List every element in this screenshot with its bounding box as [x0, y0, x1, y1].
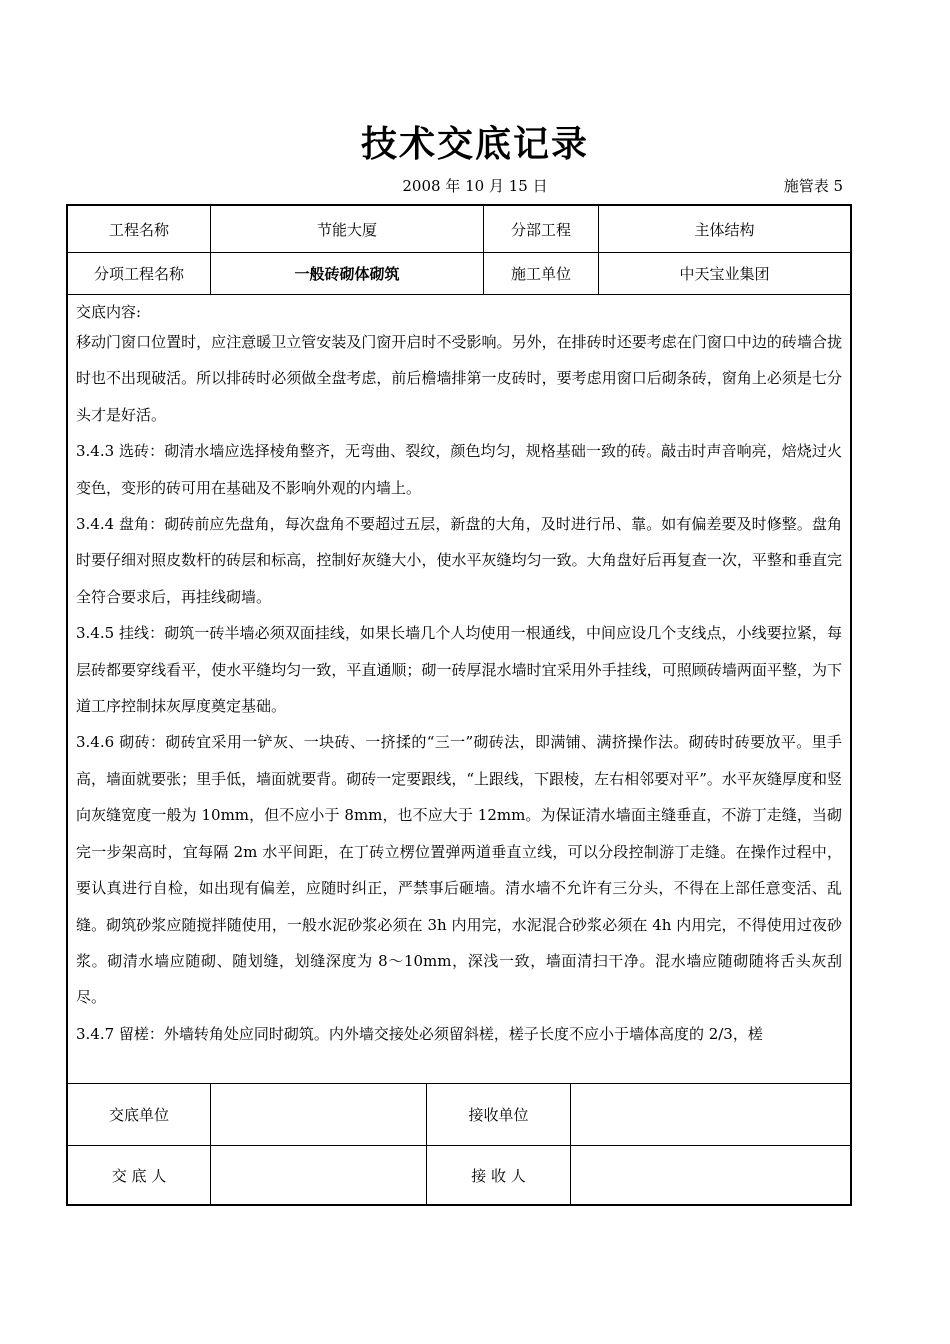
receiver-signature-field[interactable] [571, 1145, 850, 1206]
contractor-value: 中天宝业集团 [679, 264, 770, 283]
header-row-2 [68, 252, 850, 295]
document-date: 2008 年 10 月 15 日 [402, 177, 548, 195]
issuer-unit-field[interactable] [211, 1084, 427, 1145]
issuer-signature-field[interactable] [211, 1145, 427, 1206]
content-paragraph: 3.4.5 挂线：砌筑一砖半墙必须双面挂线，如果长墙几个人均使用一根通线，中间应设几个支线点，小线要拉紧，每层砖都要穿线看平，使水平缝均匀一致，平直通顺；砌一砖厚混水墙时宜采用外手挂线，可照顾砖墙两面平整，为下道工序控制抹灰厚度奠定基础。 [76, 624, 842, 716]
content-paragraph: 3.4.7 留槎：外墙转角处应同时砌筑。内外墙交接处必须留斜槎，槎子长度不应小于墙体高度的 2/3，槎 [76, 1024, 763, 1043]
division-label: 分部工程 [484, 206, 599, 252]
subitem-value: 一般砖砌体砌筑 [211, 252, 484, 294]
header-row-1 [68, 206, 850, 253]
signature-row-2 [68, 1145, 850, 1206]
content-paragraph: 3.4.4 盘角：砌砖前应先盘角，每次盘角不要超过五层，新盘的大角，及时进行吊、靠。如有偏差要及时修整。盘角时要仔细对照皮数杆的砖层和标高，控制好灰缝大小，使水平灰缝均匀一致。大角盘好后再复查一次，平整和垂直完全符合要求后，再挂线砌墙。 [76, 515, 842, 606]
contractor-label: 施工单位 [484, 252, 599, 294]
record-table [66, 204, 852, 1206]
content-label: 交底内容: [76, 303, 142, 321]
division-value: 主体结构 [694, 220, 755, 239]
receiver-unit-label: 接收单位 [427, 1084, 571, 1145]
issuer-unit-label: 交底单位 [68, 1084, 211, 1145]
receiver-unit-field[interactable] [571, 1084, 850, 1145]
content-paragraph: 3.4.6 砌砖：砌砖宜采用一铲灰、一块砖、一挤揉的“三一”砌砖法，即满铺、满挤操作法。砌砖时砖要放平。里手高，墙面就要张；里手低，墙面就要背。砌砖一定要跟线，“上跟线，下跟棱，左右相邻要对平”。水平灰缝厚度和竖向灰缝宽度一般为 10mm，但不应小于 8mm，也不应大于 12mm。为保证清水墙面主缝垂直，不游丁走缝，当砌完一步架高时，宜每隔 2m 水平间距，在丁砖立楞位置弹两道垂直立线，可以分段控制游丁走缝。在操作过程中，要认真进行自检，如出现有偏差，应随时纠正，严禁事后砸墙。清水墙不允许有三分头，不得在上部任意变活、乱缝。砌筑砂浆应随搅拌随使用，一般水泥砂浆必须在 3h 内用完，水泥混合砂浆必须在 4h 内用完，不得使用过夜砂浆。砌清水墙应随砌、随划缝，划缝深度为 8～10mm，深浅一致，墙面清扫干净。混水墙应随砌随将舌头灰刮尽。 [76, 733, 842, 1007]
receiver-label: 接 收 人 [427, 1145, 571, 1206]
subitem-label: 分项工程名称 [68, 252, 211, 294]
content-paragraph: 移动门窗口位置时，应注意暖卫立管安装及门窗开启时不受影响。另外，在排砖时还要考虑在门窗口中边的砖墙合拢时也不出现破活。所以排砖时必须做全盘考虑，前后檐墙排第一皮砖时，要考虑用窗口后砌条砖，窗角上必须是七分头才是好活。 [76, 333, 842, 424]
content-paragraph: 3.4.3 选砖：砌清水墙应选择棱角整齐，无弯曲、裂纹，颜色均匀，规格基础一致的砖。敲击时声音响亮，焙烧过火变色，变形的砖可用在基础及不影响外观的内墙上。 [76, 442, 842, 497]
document-title: 技术交底记录 [360, 124, 589, 165]
briefing-content [68, 294, 850, 1084]
project-name-label: 工程名称 [68, 206, 211, 252]
signature-row-1 [68, 1084, 850, 1146]
form-number: 施管表 5 [783, 177, 843, 195]
issuer-label: 交 底 人 [68, 1145, 211, 1206]
project-name-value: 节能大厦 [211, 206, 484, 252]
